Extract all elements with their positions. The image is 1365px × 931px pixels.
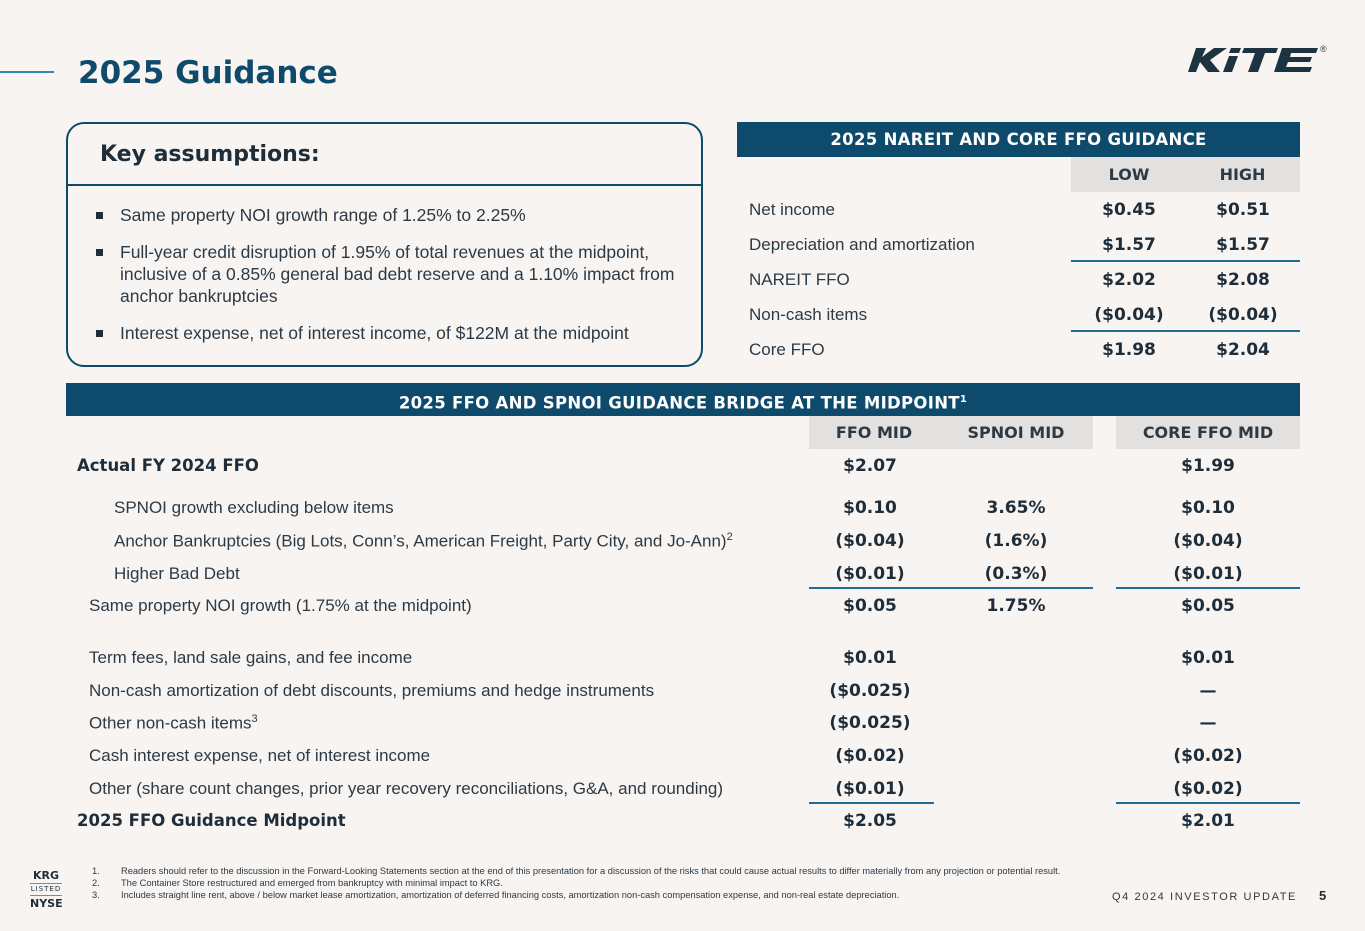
table-row: 2025 FFO Guidance Midpoint $2.05 $2.01: [77, 811, 1235, 831]
nareit-table-title: 2025 NAREIT AND CORE FFO GUIDANCE: [737, 122, 1300, 157]
bridge-table-title: 2025 FFO AND SPNOI GUIDANCE BRIDGE AT THE MIDPOINT$^1$: [66, 383, 1300, 416]
table-row: SPNOI growth excluding below items $0.10 3.65% $0.10: [114, 498, 1235, 518]
assumption-item: Full-year credit disruption of 1.95% of total revenues at the midpoint, inclusive of a 0.85% general bad debt reserve and a 1.10% impact from anchor bankruptcies: [96, 241, 689, 307]
table-row: Anchor Bankruptcies (Big Lots, Conn’s, American Freight, Party City, and Jo-Ann)$^2$ ($0.04) (1.6%) ($0.04): [114, 531, 1243, 551]
nareit-guidance-table: [737, 122, 1300, 367]
registered-mark: ®: [1320, 44, 1327, 54]
kite-logo-icon: [1188, 44, 1320, 76]
footnotes: [92, 866, 1082, 901]
col-core-ffo-mid-header: CORE FFO MID: [1116, 416, 1300, 449]
col-ffo-mid-header: FFO MID: [809, 416, 939, 449]
key-assumptions-box: [66, 122, 703, 367]
ffo-bridge-table: [66, 383, 1300, 831]
title-accent-line: [0, 71, 54, 73]
footer-label: Q4 2024 INVESTOR UPDATE: [1112, 891, 1297, 903]
footnote: 2. The Container Store restructured and emerged from bankruptcy with minimal impact to KRG.: [92, 877, 503, 888]
footnote: 3. Includes straight line rent, above / below market lease amortization, amortization of deferred financing costs, amortization non-cash compensation expense, and non-real estate depreciation.: [92, 889, 900, 900]
table-row: Core FFO $1.98 $2.04: [749, 340, 1270, 360]
table-row: Other (share count changes, prior year recovery reconciliations, G&A, and rounding) ($0.01) ($0.02): [89, 779, 1243, 799]
table-row: Term fees, land sale gains, and fee income $0.01 $0.01: [89, 648, 1235, 668]
page-title: 2025 Guidance: [78, 55, 338, 91]
col-spnoi-mid-header: SPNOI MID: [939, 416, 1093, 449]
table-row: Same property NOI growth (1.75% at the midpoint) $0.05 1.75% $0.05: [89, 596, 1235, 616]
table-row: Other non-cash items$^3$ ($0.025) —: [89, 713, 1217, 733]
bridge-header-row: [66, 416, 1300, 449]
col-low-header: LOW: [1071, 157, 1187, 192]
table-row: Cash interest expense, net of interest income ($0.02) ($0.02): [89, 746, 1243, 766]
square-bullet-icon: [96, 249, 103, 256]
assumption-item: Same property NOI growth range of 1.25% to 2.25%: [96, 204, 689, 226]
square-bullet-icon: [96, 330, 103, 337]
nyse-listed-badge: KRG LISTED NYSE: [30, 869, 63, 910]
nareit-header-row: [737, 157, 1300, 192]
page-number: 5: [1319, 888, 1327, 903]
table-row: NAREIT FFO $2.02 $2.08: [749, 270, 1270, 290]
table-row: Higher Bad Debt ($0.01) (0.3%) ($0.01): [114, 564, 1243, 584]
footnote: 1. Readers should refer to the discussion in the Forward-Looking Statements section at the end of this presentation for a discussion of the risks that could cause actual results to differ materially from any projection or potential result.: [92, 866, 1061, 876]
table-row: Net income $0.45 $0.51: [749, 200, 1270, 220]
table-row: Non-cash amortization of debt discounts, premiums and hedge instruments ($0.025) —: [89, 681, 1217, 701]
table-row: Depreciation and amortization $1.57 $1.57: [737, 227, 1300, 262]
col-high-header: HIGH: [1185, 157, 1300, 192]
square-bullet-icon: [96, 212, 103, 219]
key-assumptions-heading: Key assumptions:: [68, 124, 701, 186]
table-row: Actual FY 2024 FFO $2.07 $1.99: [77, 456, 1235, 476]
assumption-item: Interest expense, net of interest income, of $122M at the midpoint: [96, 322, 689, 344]
assumptions-list: [68, 186, 701, 344]
kite-logo: [1188, 44, 1328, 76]
table-row: Non-cash items ($0.04) ($0.04): [737, 297, 1300, 332]
